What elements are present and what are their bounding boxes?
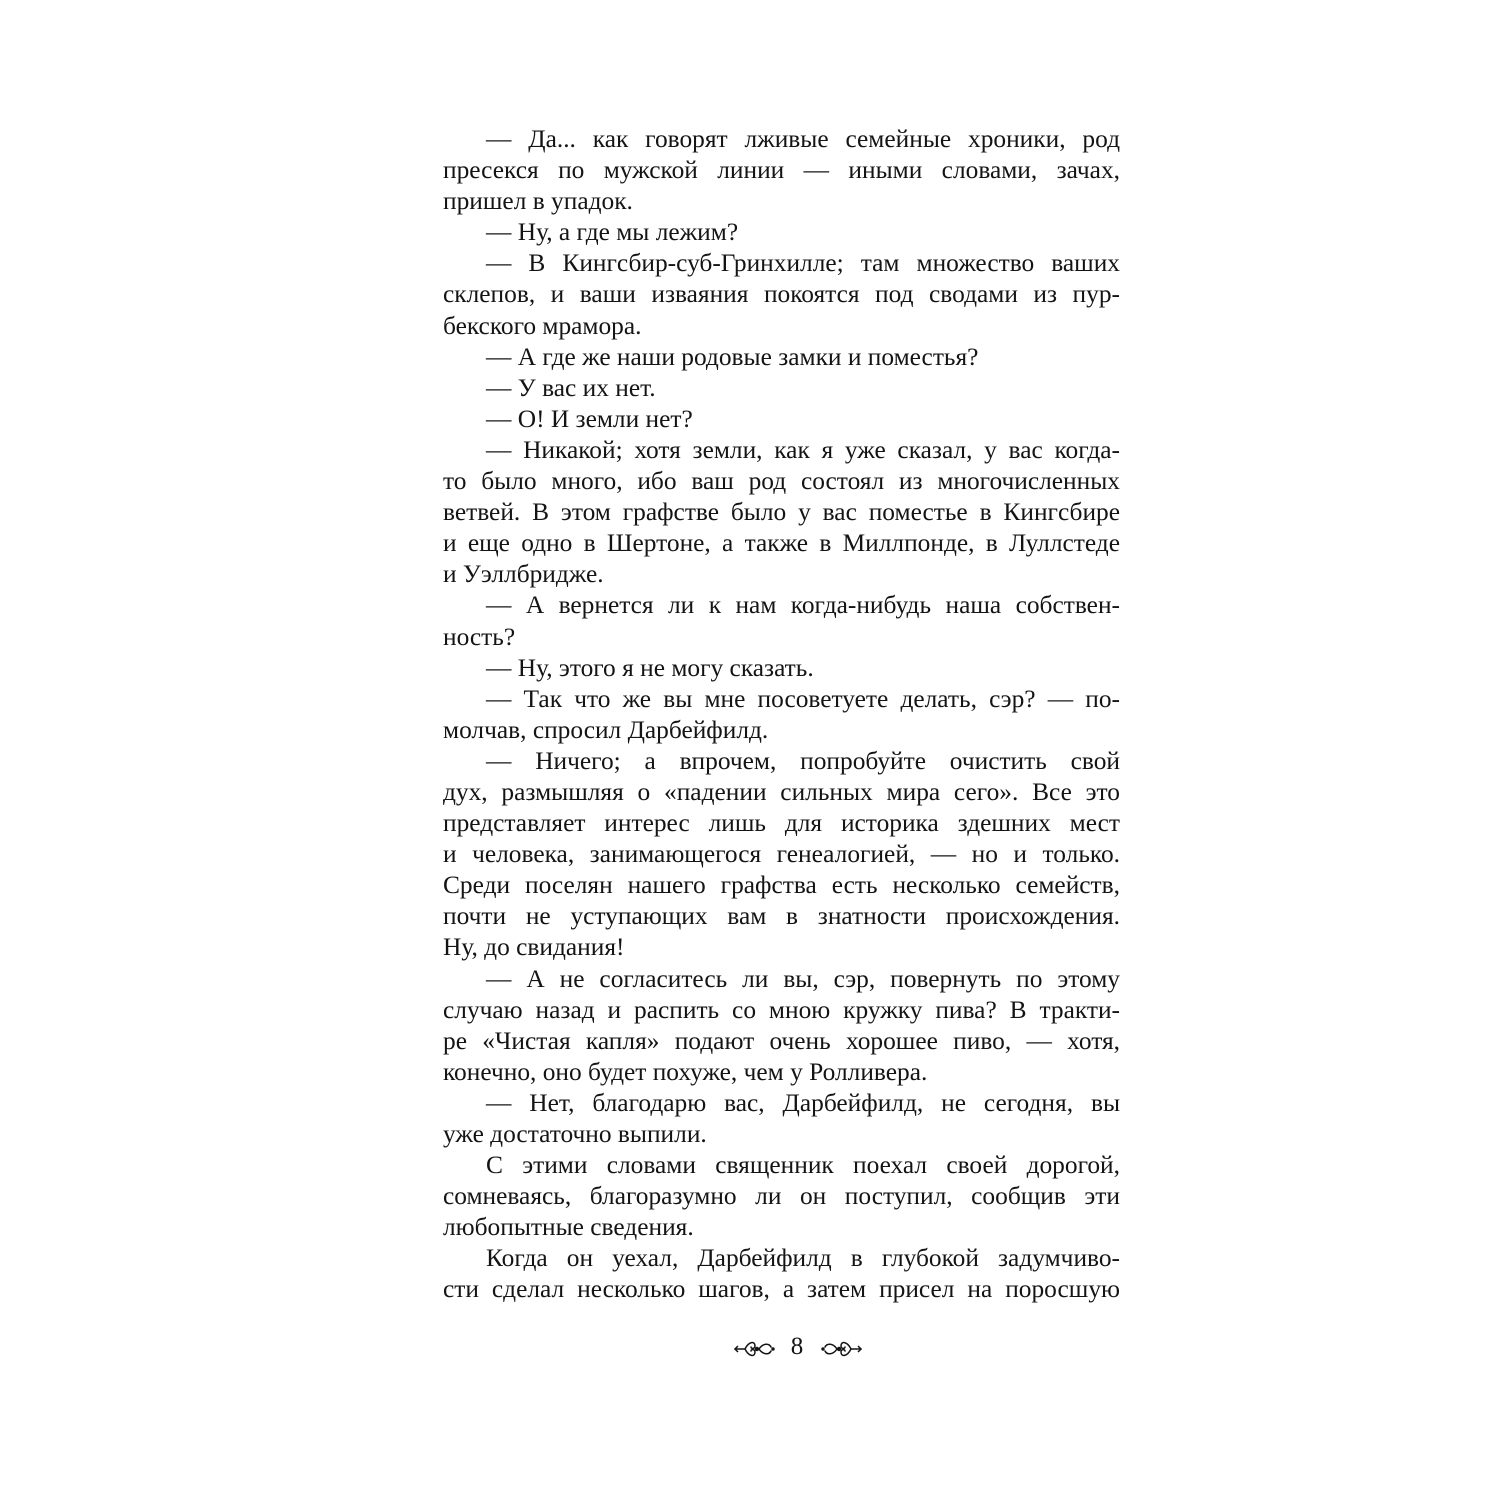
text-line: уже достаточно выпили.	[443, 1120, 707, 1148]
text-line: представляет интерес лишь для историка здешних мест	[443, 809, 1120, 838]
text-line: сти сделал несколько шагов, а затем присел на поросшую	[443, 1275, 1120, 1304]
text-line: случаю назад и распить со мною кружку пива? В тракти-	[443, 995, 1120, 1024]
text-line: Когда он уехал, Дарбейфилд в глубокой задумчиво-	[486, 1244, 1120, 1273]
text-line: — А вернется ли к нам когда-нибудь наша собствен-	[486, 591, 1120, 620]
text-line: ре «Чистая капля» подают очень хорошее пиво, — хотя,	[443, 1026, 1120, 1055]
text-line: Ну, до свидания!	[443, 933, 625, 962]
text-line: — Никакой; хотя земли, как я уже сказал, у вас когда-	[486, 435, 1120, 464]
text-line: бекского мрамора.	[443, 311, 642, 340]
text-line: любопытные сведения.	[443, 1213, 694, 1242]
text-line: — У вас их нет.	[486, 373, 656, 402]
text-line: молчав, спросил Дарбейфилд.	[443, 715, 769, 744]
fleuron-left-icon	[733, 1338, 775, 1360]
text-line: почти не уступающих вам в знатности происхождения.	[443, 902, 1120, 931]
text-line: — Нет, благодарю вас, Дарбейфилд, не сегодня, вы	[486, 1088, 1120, 1117]
text-line: и Уэллбридже.	[443, 560, 604, 589]
text-line: пришел в упадок.	[443, 187, 633, 216]
text-line: — Ну, этого я не могу сказать.	[486, 653, 814, 682]
text-line: — Да... как говорят лживые семейные хроники, род	[486, 125, 1120, 153]
fleuron-right-icon	[821, 1338, 863, 1360]
text-line: пресекся по мужской линии — иными словами, зачах,	[443, 156, 1120, 185]
text-line: склепов, и ваши изваяния покоятся под сводами из пур-	[443, 280, 1120, 309]
text-line: — О! И земли нет?	[486, 404, 693, 433]
page-number: 8	[790, 1333, 804, 1360]
text-line: ветвей. В этом графстве было у вас поместье в Кингсбире	[443, 498, 1120, 527]
book-page-text	[443, 124, 1120, 1324]
text-line: конечно, оно будет похуже, чем у Ролливера.	[443, 1057, 928, 1086]
text-line: — Ничего; а впрочем, попробуйте очистить свой	[486, 746, 1120, 775]
text-line: ность?	[443, 622, 516, 651]
text-line: С этими словами священник поехал своей дорогой,	[486, 1151, 1120, 1180]
text-line: и человека, занимающегося генеалогией, — но и только.	[443, 840, 1120, 869]
text-line: то было много, ибо ваш род состоял из многочисленных	[443, 467, 1120, 496]
text-line: и еще одно в Шертоне, а также в Миллпонде, в Луллстеде	[443, 529, 1120, 558]
text-line: Среди поселян нашего графства есть несколько семейств,	[443, 871, 1120, 900]
text-line: — Так что же вы мне посоветуете делать, сэр? — по-	[486, 684, 1120, 713]
text-line: сомневаясь, благоразумно ли он поступил, сообщив эти	[443, 1182, 1120, 1211]
text-line: дух, размышляя о «падении сильных мира сего». Все это	[443, 777, 1120, 806]
page-footer	[443, 1330, 1143, 1370]
text-line: — А где же наши родовые замки и поместья?	[486, 342, 979, 371]
text-line: — Ну, а где мы лежим?	[486, 218, 739, 247]
text-line: — В Кингсбир-суб-Гринхилле; там множество ваших	[486, 249, 1120, 278]
text-line: — А не согласитесь ли вы, сэр, повернуть по этому	[486, 964, 1120, 993]
